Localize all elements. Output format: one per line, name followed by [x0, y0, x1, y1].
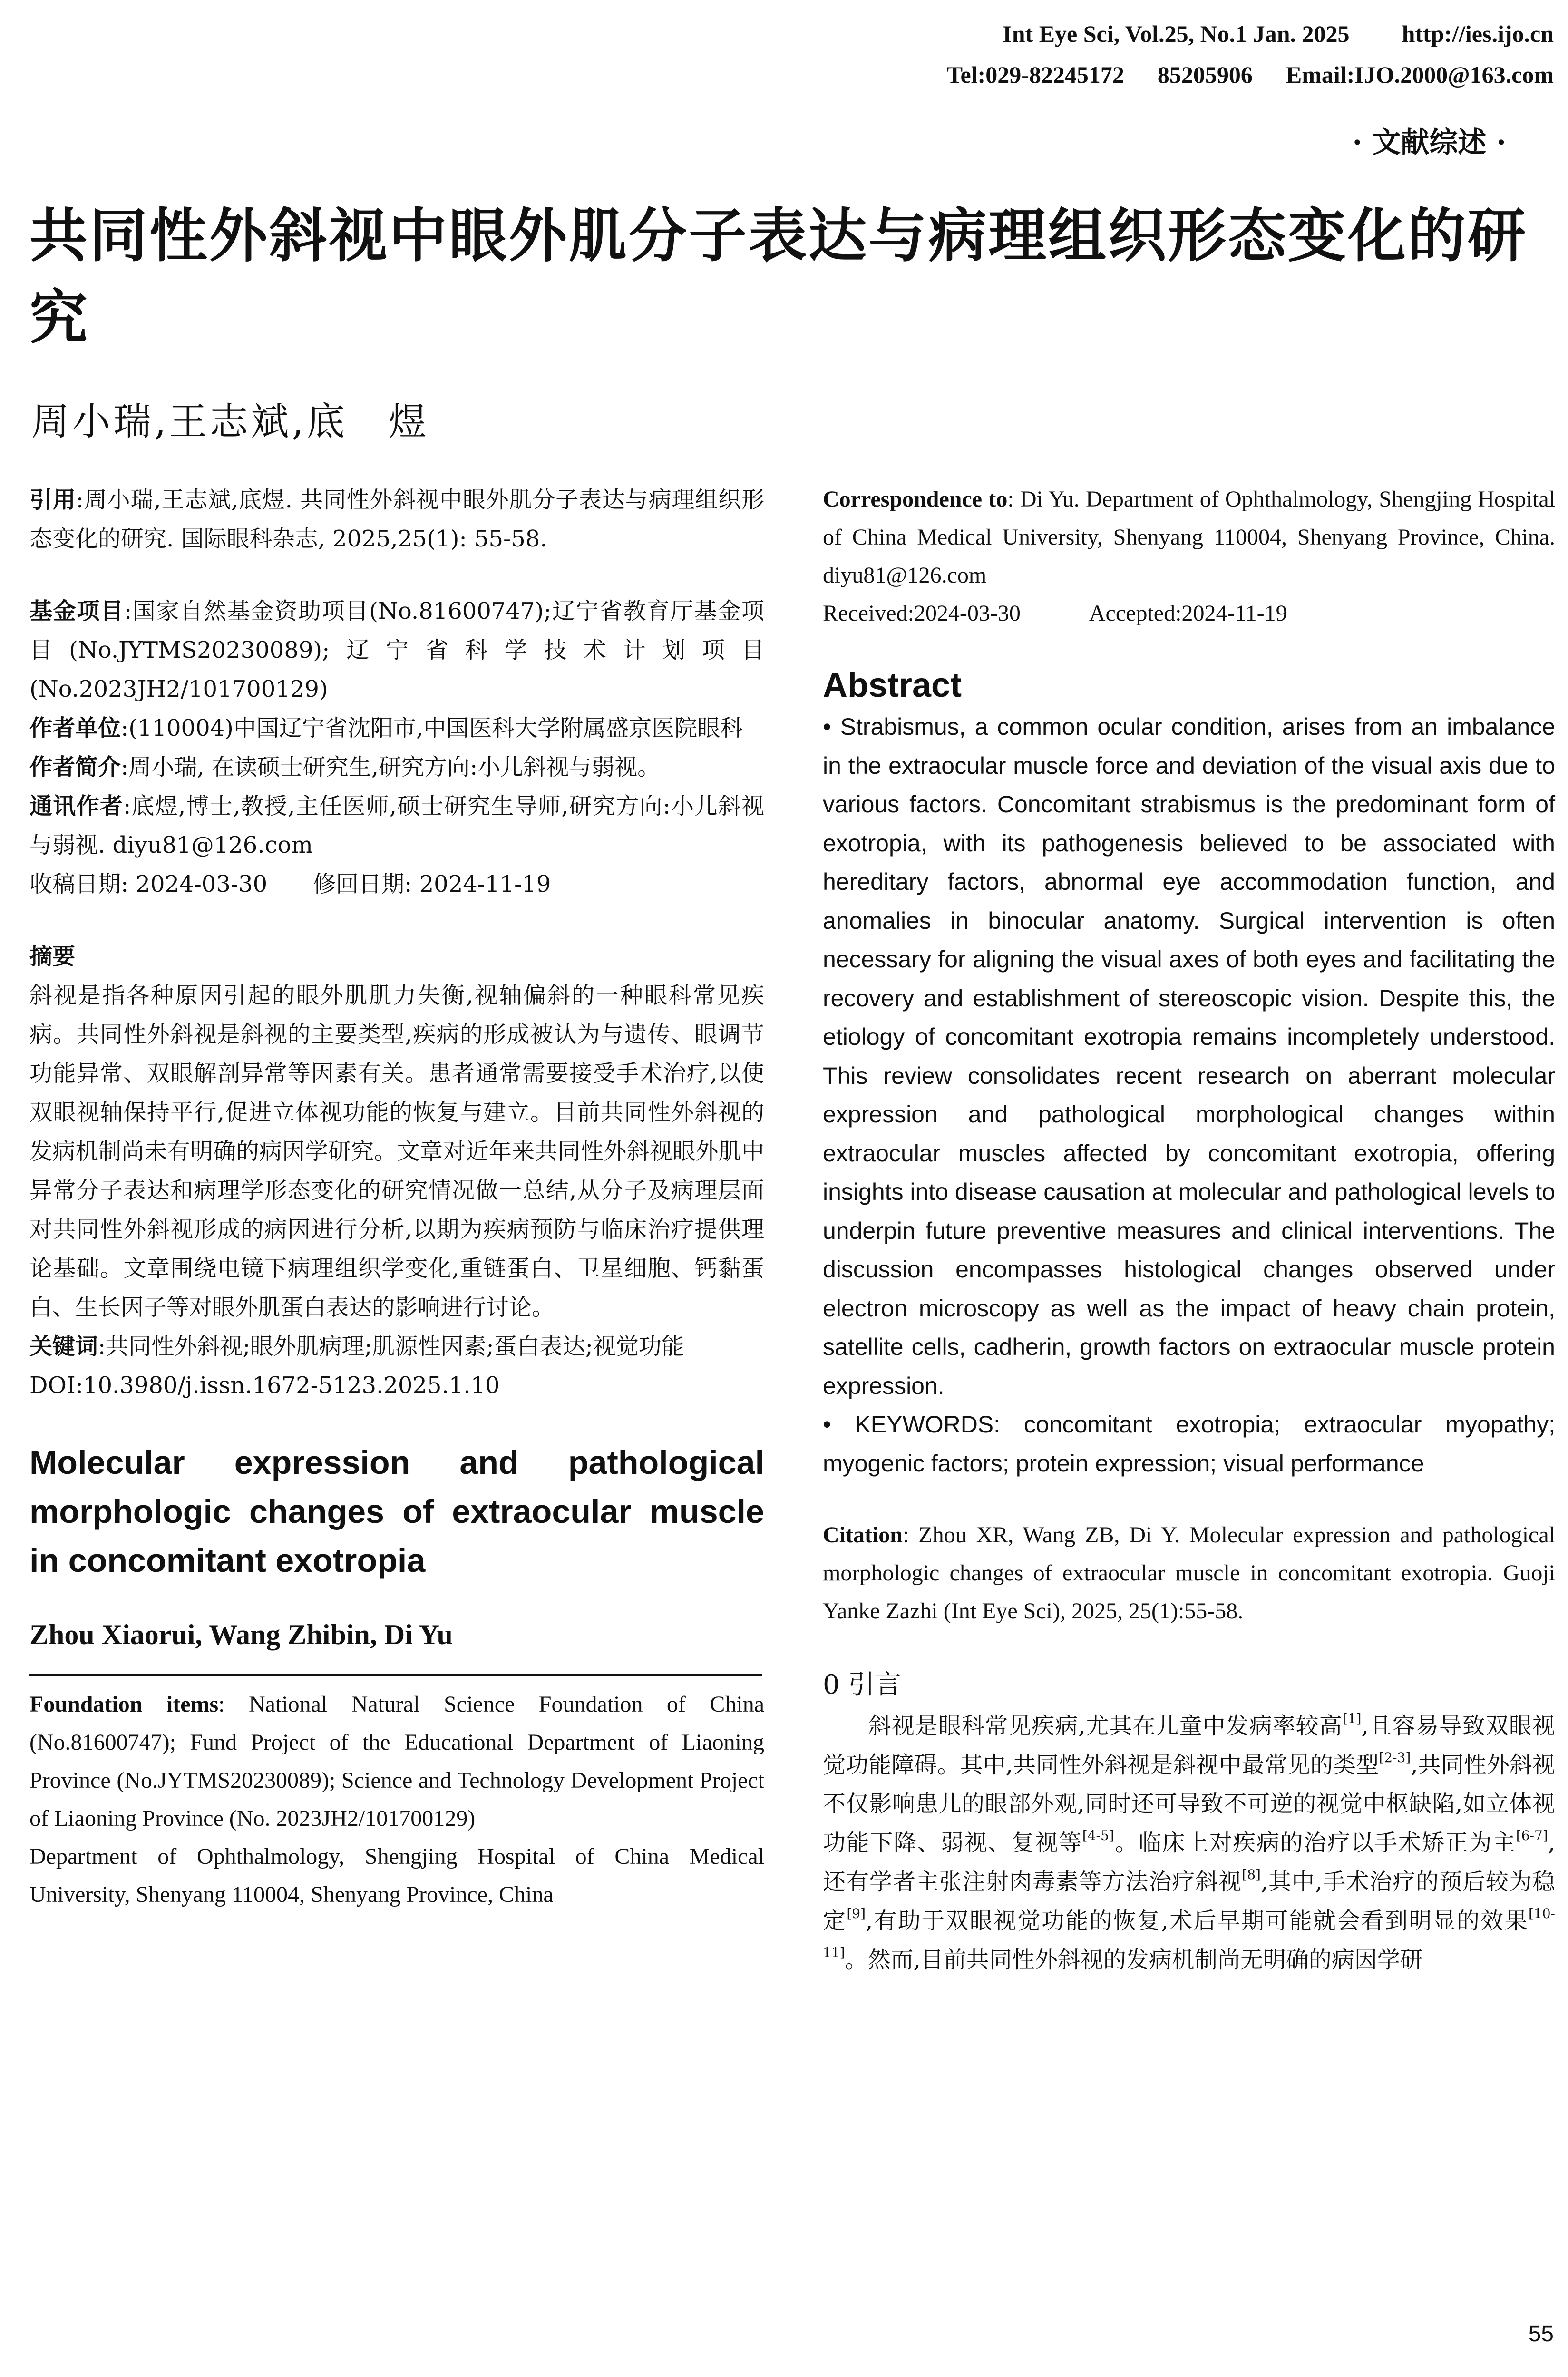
intro-segment: ,且容易导致双眼视觉功能障碍。其中,共同性外斜视是斜视中最常见的类型	[823, 1713, 1555, 1778]
fund-cn	[29, 592, 764, 709]
foundation-items	[29, 1685, 764, 1838]
journal-fax: 85205906	[1157, 61, 1253, 88]
keywords-cn-text: :共同性外斜视;眼外肌病理;肌源性因素;蛋白表达;视觉功能	[98, 1333, 684, 1360]
journal-email[interactable]: Email:IJO.2000@163.com	[1286, 61, 1554, 88]
citation-en	[823, 1516, 1555, 1630]
corresponding-author-cn-label: 通讯作者	[29, 793, 124, 819]
author-bio-cn-text: :周小瑞, 在读硕士研究生,研究方向:小儿斜视与弱视。	[121, 754, 661, 780]
abstract-cn-label	[29, 937, 764, 976]
intro-segment: ,共同性外斜视不仅影响患儿的眼部外观,同时还可导致不可逆的视觉中枢缺陷,如立体视功能下降、弱视、复视等	[823, 1752, 1555, 1856]
correspondence-en	[823, 480, 1555, 594]
intro-segment: ,有助于双眼视觉功能的恢复,术后早期可能就会看到明显的效果	[866, 1908, 1529, 1934]
abstract-en-heading: Abstract	[823, 666, 962, 704]
dates-en	[823, 594, 1555, 633]
divider	[29, 1674, 762, 1676]
chinese-title: 共同性外斜视中眼外肌分子表达与病理组织形态变化的研究	[29, 202, 1528, 351]
corresponding-author-cn	[29, 787, 764, 865]
chinese-authors: 周小瑞,王志斌,底 煜	[31, 399, 429, 444]
correspondence-en-label: Correspondence to	[823, 487, 1008, 512]
corresponding-author-cn-text: :底煜,博士,教授,主任医师,硕士研究生导师,研究方向:小儿斜视与弱视. diyu81@126.com	[29, 793, 764, 858]
citation-cn-text: :周小瑞,王志斌,底煜. 共同性外斜视中眼外肌分子表达与病理组织形态变化的研究. 国际眼科杂志, 2025,25(1): 55-58.	[29, 487, 764, 552]
foundation-items-text: : National Natural Science Foundation of China (No.81600747); Fund Project of the Educational Department of Liaoning Province (No.JYTMS20230089); Science and Technology Development Project of Liaoning Province (No. 2023JH2/101700129)	[29, 1692, 764, 1831]
author-bio-cn-label: 作者简介	[29, 754, 121, 780]
introduction-text	[823, 1706, 1555, 1979]
dates-cn: 收稿日期: 2024-03-30 修回日期: 2024-11-19	[29, 871, 551, 897]
received-date: Received:2024-03-30	[823, 601, 1021, 626]
citation-en-label: Citation	[823, 1522, 903, 1548]
accepted-date: Accepted:2024-11-19	[1089, 601, 1287, 626]
citation-cn	[29, 480, 764, 558]
left-column	[29, 480, 764, 1914]
keywords-cn-label: 关键词	[29, 1333, 98, 1360]
journal-header-line1	[1003, 20, 1554, 48]
foundation-items-label: Foundation items	[29, 1692, 219, 1717]
intro-segment: 。然而,目前共同性外斜视的发病机制尚无明确的病因学研	[845, 1947, 1423, 1973]
reference-mark[interactable]: [8]	[1242, 1867, 1261, 1882]
citation-cn-label: 引用	[29, 487, 76, 513]
reference-mark[interactable]: [1]	[1342, 1711, 1362, 1726]
intro-segment: ,其中,手术治疗的预后较为稳定	[823, 1869, 1555, 1934]
intro-segment: 斜视是眼科常见疾病,尤其在儿童中发病率较高	[868, 1713, 1343, 1739]
keywords-en: • KEYWORDS: concomitant exotropia; extraocular myopathy; myogenic factors; protein expression; visual performance	[823, 1411, 1555, 1477]
reference-mark[interactable]: [6-7]	[1516, 1828, 1548, 1843]
journal-header-line2	[947, 61, 1554, 88]
journal-url[interactable]: http://ies.ijo.cn	[1402, 20, 1554, 47]
affiliation-cn-text: :(110004)中国辽宁省沈阳市,中国医科大学附属盛京医院眼科	[121, 715, 743, 741]
fund-cn-label: 基金项目	[29, 598, 124, 624]
department-en: Department of Ophthalmology, Shengjing Hospital of China Medical University, Shenyang 110004, Shenyang Province, China	[29, 1844, 764, 1907]
abstract-cn-label-text: 摘要	[29, 943, 76, 970]
affiliation-cn	[29, 709, 764, 748]
reference-mark[interactable]: [10-11]	[823, 1906, 1555, 1960]
reference-mark[interactable]: [9]	[847, 1906, 866, 1921]
citation-en-text: : Zhou XR, Wang ZB, Di Y. Molecular expression and pathological morphologic changes of extraocular muscle in concomitant exotropia. Guoji Yanke Zazhi (Int Eye Sci), 2025, 25(1):55-58.	[823, 1522, 1555, 1624]
page-number: 55	[1528, 2321, 1554, 2347]
correspondence-en-text: : Di Yu. Department of Ophthalmology, Shengjing Hospital of China Medical University, Shenyang 110004, Shenyang Province, China. diyu81@126.com	[823, 487, 1555, 588]
author-bio-cn	[29, 748, 764, 787]
english-authors: Zhou Xiaorui, Wang Zhibin, Di Yu	[29, 1619, 453, 1650]
introduction-heading: 0 引言	[823, 1669, 902, 1700]
fund-cn-text: :国家自然基金资助项目(No.81600747);辽宁省教育厅基金项目(No.JYTMS20230089);辽宁省科学技术计划项目(No.2023JH2/101700129)	[29, 598, 764, 702]
reference-mark[interactable]: [2-3]	[1379, 1750, 1411, 1765]
doi[interactable]: DOI:10.3980/j.issn.1672-5123.2025.1.10	[29, 1372, 500, 1399]
keywords-cn	[29, 1327, 764, 1366]
affiliation-cn-label: 作者单位	[29, 715, 121, 741]
abstract-cn-text: 斜视是指各种原因引起的眼外肌肌力失衡,视轴偏斜的一种眼科常见疾病。共同性外斜视是斜视的主要类型,疾病的形成被认为与遗传、眼调节功能异常、双眼解剖异常等因素有关。患者通常需要接受手术治疗,以使双眼视轴保持平行,促进立体视功能的恢复与建立。目前共同性外斜视的发病机制尚未有明确的病因学研究。文章对近年来共同性外斜视眼外肌中异常分子表达和病理学形态变化的研究情况做一总结,从分子及病理层面对共同性外斜视形成的病因进行分析,以期为疾病预防与临床治疗提供理论基础。文章围绕电镜下病理组织学变化,重链蛋白、卫星细胞、钙黏蛋白、生长因子等对眼外肌蛋白表达的影响进行讨论。	[29, 982, 764, 1321]
intro-segment: ,还有学者主张注射肉毒素等方法治疗斜视	[823, 1830, 1555, 1895]
journal-tel: Tel:029-82245172	[946, 61, 1124, 88]
intro-segment: 。临床上对疾病的治疗以手术矫正为主	[1114, 1830, 1516, 1856]
section-tag: · 文献综述 ·	[1352, 126, 1506, 159]
abstract-en-text: • Strabismus, a common ocular condition, arises from an imbalance in the extraocular muscle force and deviation of the visual axis due to various factors. Concomitant strabismus is the predominant form of exotropia, with its pathogenesis believed to be associated with hereditary factors, abnormal eye accommodation function, and anomalies in binocular anatomy. Surgical intervention is often necessary for aligning the visual axes of both eyes and facilitating the recovery and establishment of stereoscopic vision. Despite this, the etiology of concomitant exotropia remains incompletely understood. This review consolidates recent research on aberrant molecular expression and pathological morphological changes within extraocular muscles affected by concomitant exotropia, offering insights into disease causation at molecular and pathological levels to underpin future preventive measures and clinical interventions. The discussion encompasses histological changes observed under electron microscopy as well as the impact of heavy chain protein, satellite cells, cadherin, growth factors on extraocular muscle protein expression.	[823, 713, 1555, 1399]
english-title: Molecular expression and pathological morphologic changes of extraocular muscle in concomitant exotropia	[29, 1444, 764, 1579]
right-column	[823, 480, 1555, 1979]
journal-issue: Int Eye Sci, Vol.25, No.1 Jan. 2025	[1003, 20, 1350, 47]
reference-mark[interactable]: [4-5]	[1082, 1828, 1114, 1843]
